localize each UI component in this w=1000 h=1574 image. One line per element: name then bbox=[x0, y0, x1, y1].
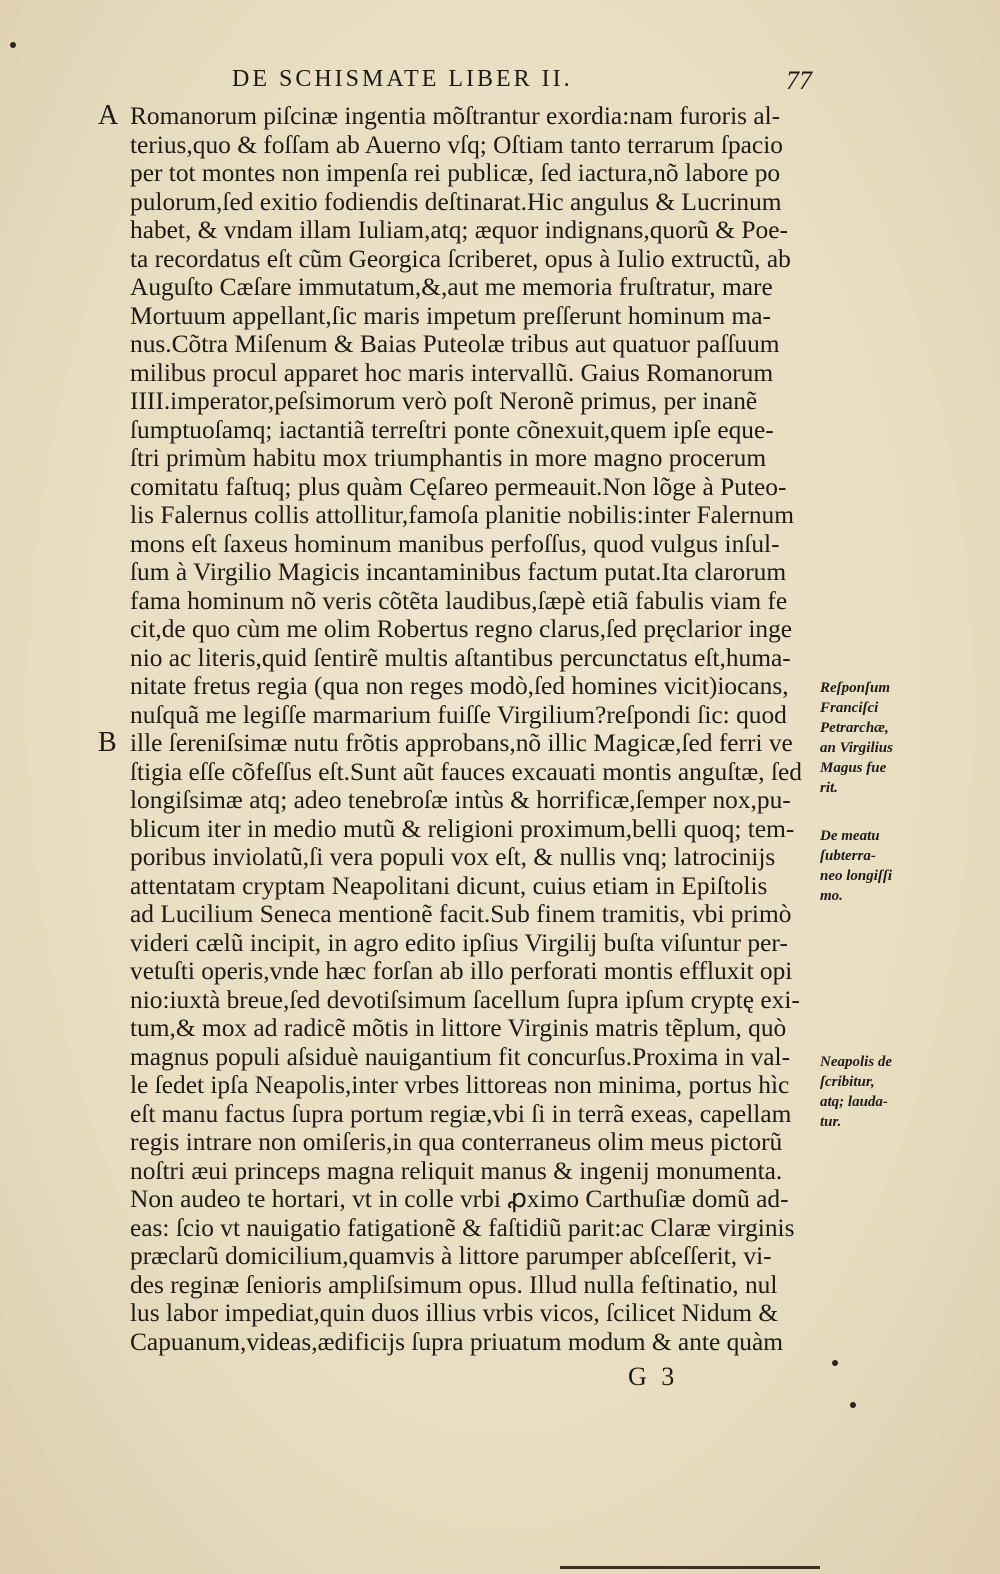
margin-note-responsum bbox=[820, 678, 920, 798]
text-line: nus.Cõtra Miſenum & Baias Puteolæ tribus aut quatuor paſſuum bbox=[130, 330, 780, 358]
text-line: eas: ſcio vt nauigatio fatigationẽ & faſtidiũ parit:ac Claræ virginis bbox=[130, 1213, 795, 1242]
text-line: lus labor impediat,quin duos illius vrbis vicos, ſcilicet Nidum & bbox=[130, 1299, 779, 1327]
text-line: ad Lucilium Seneca mentionẽ facit.Sub finem tramitis, vbi primò bbox=[130, 900, 792, 928]
text-line: milibus procul apparet hoc maris intervallũ. Gaius Romanorum bbox=[130, 358, 774, 387]
text-line: longiſsimæ atq; adeo tenebroſæ intùs & horrificæ,ſemper nox,pu- bbox=[130, 786, 791, 814]
text-line: ſum à Virgilio Magicis incantaminibus factum putat.Ita clarorum bbox=[130, 558, 787, 586]
main-text-block bbox=[130, 102, 816, 1356]
margin-note-line: Franciſci bbox=[820, 700, 879, 716]
margin-note-line: tur. bbox=[820, 1114, 842, 1130]
margin-note-line: Neapolis de bbox=[820, 1054, 893, 1070]
text-line: ſumptuoſamq; iactantiã terreſtri ponte cõnexuit,quem ipſe eque- bbox=[130, 415, 774, 444]
text-line: lis Falernus collis attollitur,famoſa planitie nobilis:inter Falernum bbox=[130, 501, 794, 529]
margin-note-line: ſubterra- bbox=[820, 848, 876, 864]
text-line: regis intrare non omiſeris,in qua conterraneus olim meus pictorũ bbox=[130, 1128, 783, 1156]
margin-note-de-meatu bbox=[820, 826, 920, 906]
margin-note-line: rit. bbox=[820, 780, 838, 796]
text-line: nuſquã me legiſſe marmarium fuiſſe Virgilium?reſpondi ſic: quod bbox=[130, 700, 787, 729]
text-line: Non audeo te hortari, vt in colle vrbi ꝓximo Carthuſiæ domũ ad- bbox=[130, 1185, 789, 1213]
text-line: des reginæ ſenioris ampliſsimum opus. Illud nulla feſtinatio, nul bbox=[130, 1270, 778, 1299]
text-line: ſtigia eſſe cõfeſſus eſt.Sunt aũt fauces excauati montis anguſtæ, ſed bbox=[130, 757, 802, 786]
text-line: videri cælũ incipit, in agro edito ipſius Virgilij buſta viſuntur per- bbox=[130, 928, 788, 957]
text-line: terius,quo & foſſam ab Auerno vſq; Oſtiam tanto terrarum ſpacio bbox=[130, 130, 783, 159]
section-letter-b: B bbox=[98, 727, 117, 758]
text-line: Mortuum appellant,ſic maris impetum preſſerunt hominum ma- bbox=[130, 301, 771, 330]
ink-speck bbox=[10, 42, 16, 48]
margin-note-line: Reſponſum bbox=[820, 680, 891, 696]
text-line: habet, & vndam illam Iuliam,atq; æquor indignans,quorũ & Poe- bbox=[130, 216, 788, 244]
text-line: IIII.imperator,peſsimorum verò poſt Neronẽ primus, per inanẽ bbox=[130, 387, 758, 415]
text-line: Romanorum piſcinæ ingentia mõſtrantur exordia:nam furoris al- bbox=[130, 102, 781, 130]
text-line: Capuanum,videas,ædificijs ſupra priuatum modum & ante quàm bbox=[130, 1327, 783, 1356]
text-line: cit,de quo cùm me olim Robertus regno clarus,ſed pręclarior inge bbox=[130, 615, 793, 643]
ink-speck bbox=[832, 1360, 838, 1366]
text-line: nitate fretus regia (qua non reges modò,ſed homines vicit)iocans, bbox=[130, 672, 789, 700]
section-letter-a: A bbox=[98, 100, 119, 131]
text-line: ſtri primùm habitu mox triumphantis in more magno procerum bbox=[130, 444, 767, 472]
margin-note-line: Petrarchæ, bbox=[820, 720, 889, 736]
margin-note-line: an Virgilius bbox=[820, 740, 893, 756]
text-line: vetuſti operis,vnde hæc forſan ab illo perforati montis effluxit opi bbox=[130, 957, 793, 985]
margin-note-line: neo longiſſi bbox=[820, 868, 893, 884]
text-line: per tot montes non impenſa rei publicæ, ſed iactura,nõ labore po bbox=[130, 159, 781, 187]
margin-note-neapolis bbox=[820, 1052, 920, 1132]
text-line: eſt manu factus ſupra portum regiæ,vbi ſi in terrã exeas, capellam bbox=[130, 1099, 792, 1128]
running-title: DE SCHISMATE LIBER II. bbox=[232, 66, 573, 92]
text-line: comitatu faſtuq; plus quàm Cęſareo permeauit.Non lõge à Puteo- bbox=[130, 472, 787, 501]
text-line: poribus inviolatũ,ſi vera populi vox eſt, & nullis vnq; latrocinijs bbox=[130, 843, 776, 871]
text-line: attentatam cryptam Neapolitani dicunt, cuius etiam in Epiſtolis bbox=[130, 871, 768, 900]
page-edge-shadow bbox=[560, 1566, 820, 1569]
page-number: 77 bbox=[786, 66, 812, 95]
text-line: blicum iter in medio mutũ & religioni proximum,belli quoq; tem- bbox=[130, 814, 795, 843]
margin-note-line: De meatu bbox=[820, 828, 880, 844]
text-line: pulorum,ſed exitio fodiendis deſtinarat.Hic angulus & Lucrinum bbox=[130, 187, 782, 216]
signature-mark: G 3 bbox=[628, 1362, 679, 1391]
text-line: nio ac literis,quid ſentirẽ multis aſtantibus percunctatus eſt,huma- bbox=[130, 643, 791, 672]
ink-speck bbox=[850, 1402, 856, 1408]
text-line: mons eſt ſaxeus hominum manibus perfoſſus, quod vulgus inſul- bbox=[130, 529, 780, 558]
text-line: Auguſto Cæſare immutatum,&,aut me memoria fruſtratur, mare bbox=[130, 273, 773, 301]
margin-note-line: Magus fue bbox=[820, 760, 887, 776]
margin-note-line: mo. bbox=[820, 888, 843, 904]
text-line: tum,& mox ad radicẽ mõtis in littore Virginis matris tẽplum, quò bbox=[130, 1014, 787, 1042]
text-line: ille ſereniſsimæ nutu frõtis approbans,nõ illic Magicæ,ſed ferri ve bbox=[130, 729, 793, 757]
text-line: noſtri æui princeps magna reliquit manus & ingenij monumenta. bbox=[130, 1156, 783, 1185]
text-line: ta recordatus eſt cũm Georgica ſcriberet, opus à Iulio extructũ, ab bbox=[130, 244, 791, 273]
text-line: fama hominum nõ veris cõtẽta laudibus,ſæpè etiã fabulis viam fe bbox=[130, 586, 788, 615]
text-line: magnus populi aſsiduè nauigantium fit concurſus.Proxima in val- bbox=[130, 1042, 791, 1071]
text-line: nio:iuxtà breue,ſed devotiſsimum ſacellum ſupra ipſum cryptę exi- bbox=[130, 985, 800, 1014]
margin-note-line: ſcribitur, bbox=[820, 1074, 875, 1090]
text-line: le ſedet ipſa Neapolis,inter vrbes littoreas non minima, portus hìc bbox=[130, 1071, 790, 1099]
margin-note-line: atq; lauda- bbox=[820, 1094, 888, 1110]
text-line: præclarũ domicilium,quamvis à littore parumper abſceſſerit, vi- bbox=[130, 1242, 772, 1270]
